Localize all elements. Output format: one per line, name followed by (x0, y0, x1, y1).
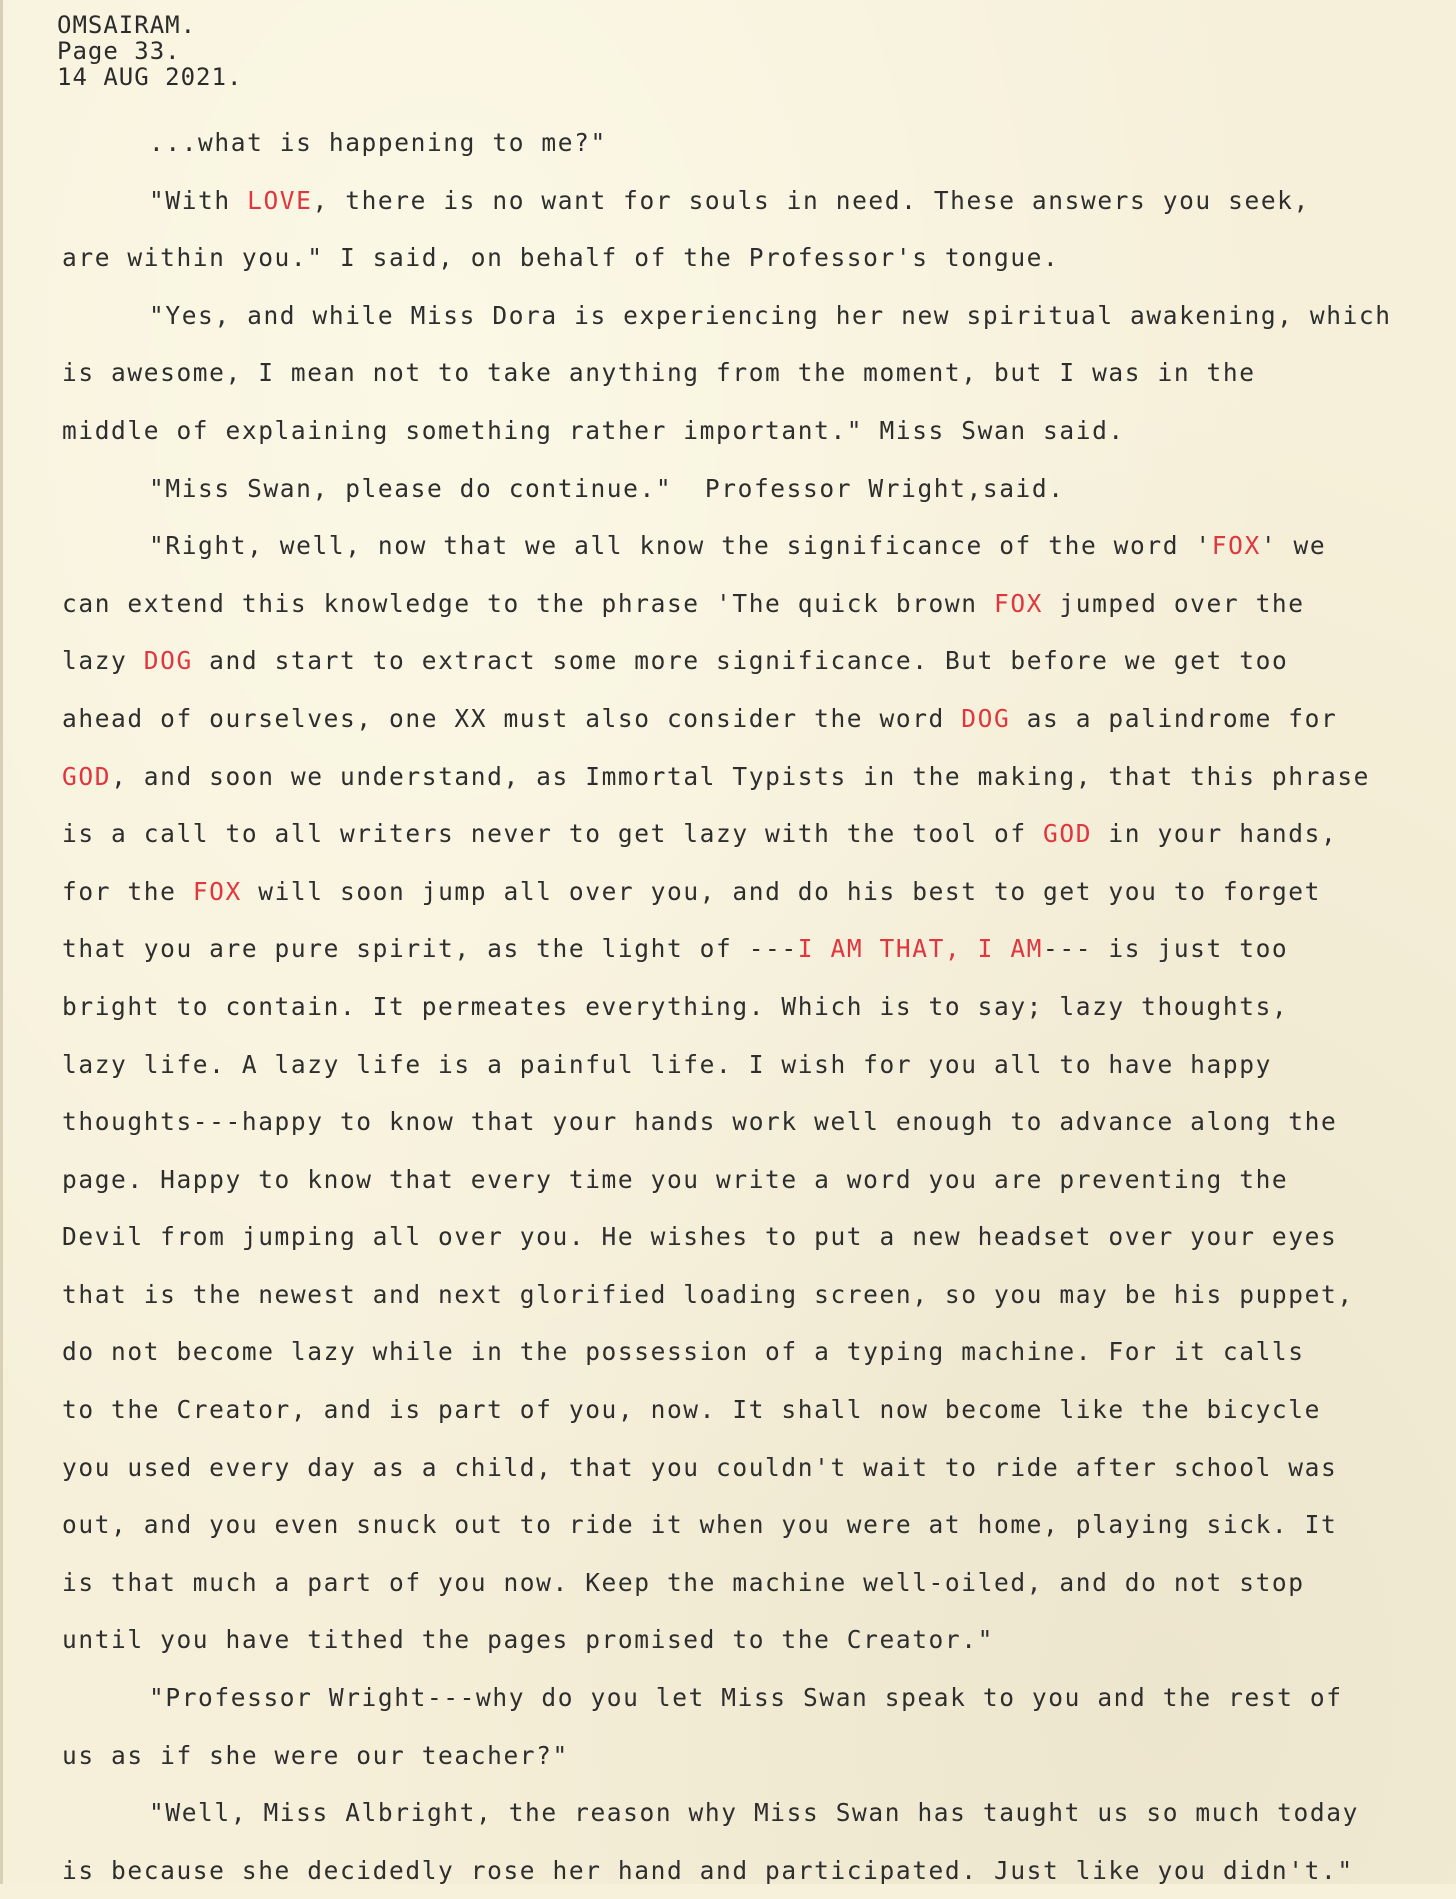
text-line (62, 1554, 1452, 1612)
text-line (62, 1036, 1452, 1094)
text-line (62, 1842, 1452, 1899)
text-segment: middle of explaining something rather important." Miss Swan said. (62, 415, 1125, 445)
red-emphasis-word: GOD (62, 761, 112, 791)
text-line (62, 1727, 1452, 1785)
text-segment: as a palindrome for (1010, 703, 1338, 733)
text-line (62, 114, 1452, 172)
text-line (62, 748, 1452, 806)
text-line (62, 1611, 1452, 1669)
text-line (62, 1093, 1452, 1151)
text-line (62, 287, 1452, 345)
text-segment: ...what is happening to me?" (149, 128, 607, 157)
text-segment: ahead of ourselves, one XX must also consider the word (62, 703, 962, 733)
text-line (62, 1266, 1452, 1324)
text-segment: thoughts---happy to know that your hands work well enough to advance along the (62, 1107, 1338, 1137)
text-segment: is because she decidedly rose her hand and participated. Just like you didn't." (62, 1855, 1354, 1885)
text-segment: "Professor Wright---why do you let Miss Swan speak to you and the rest of (149, 1683, 1343, 1713)
text-line (62, 1669, 1452, 1727)
red-emphasis-word: DOG (143, 646, 193, 676)
text-segment: ' we (1260, 531, 1327, 561)
text-line (62, 1784, 1452, 1842)
text-line (62, 517, 1452, 575)
page-header (57, 12, 242, 90)
text-segment: can extend this knowledge to the phrase 'The quick brown (62, 588, 994, 618)
text-segment: you used every day as a child, that you couldn't wait to ride after school was (62, 1452, 1338, 1482)
text-segment: and start to extract some more significance. But before we get too (192, 646, 1289, 676)
red-emphasis-word: DOG (961, 703, 1011, 733)
text-segment: "Miss Swan, please do continue." Professor Wright,said. (149, 473, 1065, 503)
text-segment: for the (62, 876, 193, 906)
text-segment: page. Happy to know that every time you write a word you are preventing the (62, 1164, 1289, 1194)
text-segment: "Yes, and while Miss Dora is experiencing her new spiritual awakening, which (149, 300, 1392, 330)
red-emphasis-word: I AM THAT, I AM (797, 934, 1044, 964)
text-line (62, 229, 1452, 287)
text-line (62, 1323, 1452, 1381)
text-line (62, 1151, 1452, 1209)
text-line (62, 1381, 1452, 1439)
text-segment: "Well, Miss Albright, the reason why Miss Swan has taught us so much today (149, 1798, 1359, 1828)
text-line (62, 632, 1452, 690)
text-segment: to the Creator, and is part of you, now. It shall now become like the bicycle (62, 1395, 1321, 1425)
text-line (62, 1496, 1452, 1554)
text-segment: are within you." I said, on behalf of the Professor's tongue. (62, 243, 1060, 273)
text-segment: "Right, well, now that we all know the significance of the word ' (149, 531, 1212, 561)
text-line (62, 460, 1452, 518)
red-emphasis-word: GOD (1043, 819, 1093, 849)
text-segment: is that much a part of you now. Keep the machine well-oiled, and do not stop (62, 1567, 1305, 1597)
text-line (62, 1208, 1452, 1266)
text-line (62, 920, 1452, 978)
text-line (62, 172, 1452, 230)
text-line (62, 690, 1452, 748)
text-segment: lazy life. A lazy life is a painful life. I wish for you all to have happy (62, 1049, 1272, 1079)
red-emphasis-word: FOX (993, 588, 1044, 618)
text-segment: lazy (62, 646, 144, 676)
text-segment: do not become lazy while in the possession of a typing machine. For it calls (62, 1337, 1305, 1367)
red-emphasis-word: FOX (1211, 531, 1261, 561)
text-segment: in your hands, (1092, 819, 1338, 849)
text-segment: bright to contain. It permeates everything. Which is to say; lazy thoughts, (62, 991, 1289, 1021)
header-date: 14 AUG 2021. (57, 63, 243, 91)
page-edge (0, 0, 3, 1884)
text-line (62, 344, 1452, 402)
typed-body-text (62, 114, 1452, 1899)
text-line (62, 1439, 1452, 1497)
text-line (62, 402, 1452, 460)
text-segment: , and soon we understand, as Immortal Typists in the making, that this phrase (111, 761, 1371, 791)
text-segment: that is the newest and next glorified loading screen, so you may be his puppet, (62, 1279, 1354, 1309)
text-segment: Devil from jumping all over you. He wishes to put a new headset over your eyes (62, 1222, 1338, 1252)
text-segment: is awesome, I mean not to take anything from the moment, but I was in the (62, 358, 1256, 388)
text-segment: that you are pure spirit, as the light of --- (62, 934, 798, 964)
text-segment: until you have tithed the pages promised to the Creator." (62, 1625, 994, 1655)
header-title: OMSAIRAM. (57, 11, 197, 39)
text-line (62, 805, 1452, 863)
text-segment: --- is just too (1043, 934, 1289, 964)
header-page-number: Page 33. (57, 37, 181, 65)
text-line (62, 863, 1452, 921)
red-emphasis-word: FOX (192, 876, 242, 906)
text-segment: jumped over the (1043, 588, 1305, 618)
text-segment: , there is no want for souls in need. These answers you seek, (312, 185, 1310, 215)
text-segment: "With (149, 185, 248, 215)
text-line (62, 978, 1452, 1036)
red-emphasis-word: LOVE (247, 185, 313, 215)
text-segment: will soon jump all over you, and do his best to get you to forget (241, 876, 1321, 906)
text-line (62, 575, 1452, 633)
text-segment: out, and you even snuck out to ride it when you were at home, playing sick. It (62, 1510, 1338, 1540)
text-segment: is a call to all writers never to get lazy with the tool of (62, 819, 1044, 849)
text-segment: us as if she were our teacher?" (62, 1740, 569, 1770)
